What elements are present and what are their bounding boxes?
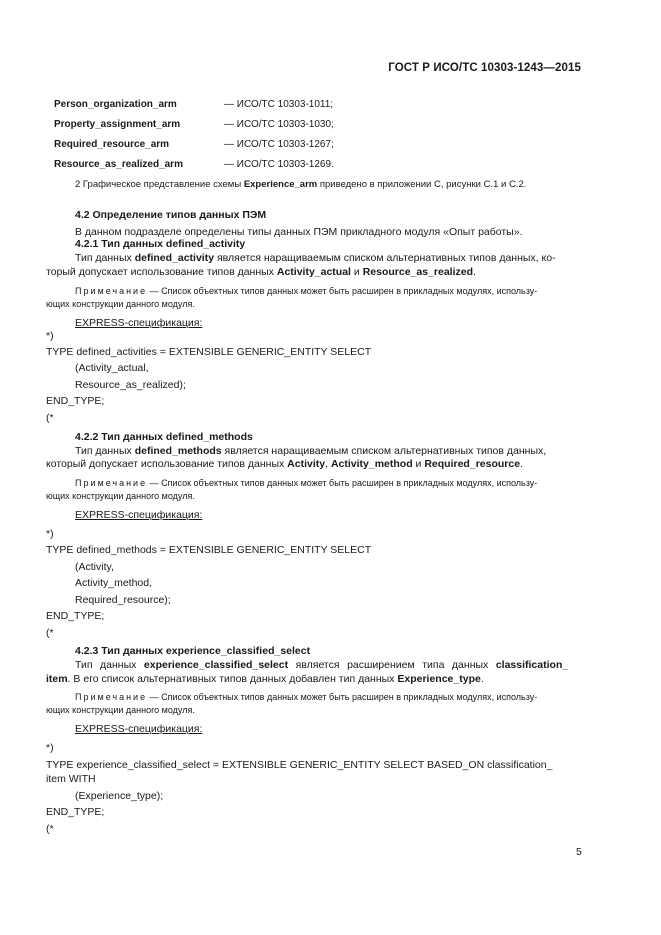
section-heading-4-2-1: 4.2.1 Тип данных defined_activity [75,238,246,250]
page-number: 5 [576,846,582,858]
reference-standard: — ИСО/ТС 10303-1269. [224,159,334,170]
code-line: Required_resource); [75,594,171,606]
express-spec-label: EXPRESS-спецификация: [75,723,203,735]
code-line: (Experience_type); [75,790,164,802]
code-line: *) [46,330,54,342]
code-line: (Activity, [75,561,114,573]
section-heading-4-2-2: 4.2.2 Тип данных defined_methods [75,431,253,443]
reference-standard: — ИСО/ТС 10303-1267; [224,139,334,150]
code-line: TYPE defined_methods = EXTENSIBLE GENERIC_ENTITY SELECT [46,544,372,556]
paragraph-line: торый допускает использование типов данных Activity_actual и Resource_as_realized. [46,266,476,278]
note-2: 2 Графическое представление схемы Experience_arm приведено в приложении С, рисунки С.1 и С.2. [75,179,527,190]
note: Примечание — Список объектных типов данных может быть расширен в прикладных модулях, использу- [75,478,538,488]
code-line: TYPE defined_activities = EXTENSIBLE GENERIC_ENTITY SELECT [46,346,372,358]
section-heading-4-2: 4.2 Определение типов данных ПЭМ [75,209,267,221]
code-line: (* [46,412,54,424]
paragraph-line: Тип данных defined_activity является наращиваемым списком альтернативных типов данных, ко- [75,252,556,264]
module-reference-list [54,99,594,179]
reference-name: Property_assignment_arm [54,119,181,130]
express-spec-label: EXPRESS-спецификация: [75,509,203,521]
code-line: (* [46,627,54,639]
reference-standard: — ИСО/ТС 10303-1011; [224,99,334,110]
section-heading-4-2-3: 4.2.3 Тип данных experience_classified_select [75,645,311,657]
reference-name: Required_resource_arm [54,139,170,150]
code-line: Activity_method, [75,577,153,589]
reference-row [54,99,594,119]
code-line: (* [46,823,54,835]
code-line: Resource_as_realized); [75,379,186,391]
express-spec-label: EXPRESS-спецификация: [75,317,203,329]
reference-row [54,119,594,139]
reference-row [54,159,594,179]
note-continuation: ющих конструкции данного модуля. [46,491,195,501]
note-continuation: ющих конструкции данного модуля. [46,705,195,715]
reference-name: Person_organization_arm [54,99,177,110]
note: Примечание — Список объектных типов данных может быть расширен в прикладных модулях, использу- [75,286,538,296]
reference-row [54,139,594,159]
code-line: (Activity_actual, [75,362,149,374]
reference-name: Resource_as_realized_arm [54,159,183,170]
paragraph-line: Тип данных defined_methods является наращиваемым списком альтернативных типов данных, [75,445,547,457]
paragraph-line: item. В его список альтернативных типов данных добавлен тип данных Experience_type. [46,673,484,685]
section-intro: В данном подразделе определены типы данных ПЭМ прикладного модуля «Опыт работы». [75,226,523,238]
note: Примечание — Список объектных типов данных может быть расширен в прикладных модулях, использу- [75,692,538,702]
code-line: END_TYPE; [46,395,105,407]
code-line: TYPE experience_classified_select = EXTENSIBLE GENERIC_ENTITY SELECT BASED_ON classification_ [46,759,553,771]
code-line: item WITH [46,773,96,785]
paragraph-line: Тип данных experience_classified_select является расширением типа данных classification_ [75,659,569,671]
code-line: *) [46,742,54,754]
note-continuation: ющих конструкции данного модуля. [46,299,195,309]
reference-standard: — ИСО/ТС 10303-1030; [224,119,334,130]
paragraph-line: который допускает использование типов данных Activity, Activity_method и Required_resource. [46,458,523,470]
code-line: END_TYPE; [46,610,105,622]
page-header: ГОСТ Р ИСО/ТС 10303-1243—2015 [388,62,581,74]
code-line: *) [46,528,54,540]
code-line: END_TYPE; [46,806,105,818]
